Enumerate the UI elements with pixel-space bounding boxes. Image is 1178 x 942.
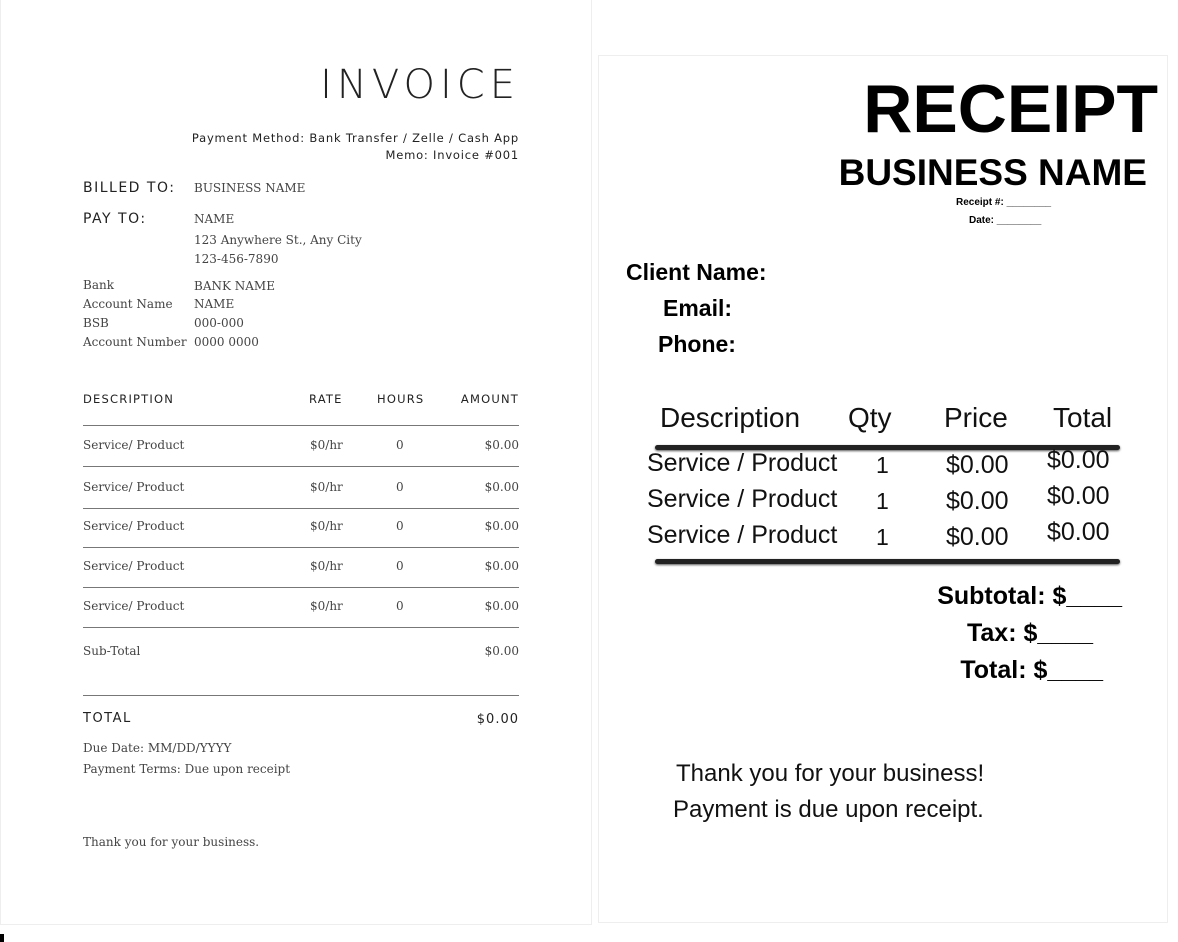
row-rate: $0/hr [310, 519, 343, 533]
row-description: Service/ Product [83, 599, 185, 613]
row-description: Service / Product [647, 449, 838, 477]
row-rate: $0/hr [310, 559, 343, 573]
row-description: Service/ Product [83, 480, 185, 494]
receipt-date: Date: ________ [969, 215, 1042, 226]
row-description: Service/ Product [83, 519, 185, 533]
corner-mark [0, 934, 4, 942]
bank-value: BANK NAME [194, 279, 275, 293]
bsb-value: 000-000 [194, 316, 244, 330]
receipt-tax: Tax: $____ [966, 619, 1093, 647]
row-total: $0.00 [1047, 518, 1110, 546]
col-total: Total [1053, 402, 1113, 433]
row-qty: 1 [876, 452, 889, 478]
receipt-payment-note: Payment is due upon receipt. [673, 796, 984, 823]
row-amount: $0.00 [484, 599, 519, 613]
row-rate: $0/hr [310, 438, 343, 452]
email-label: Email: [663, 295, 733, 321]
pay-to-phone: 123-456-7890 [194, 252, 279, 266]
due-date: Due Date: MM/DD/YYYY [83, 741, 232, 755]
billed-to-label: BILLED TO: [83, 180, 176, 196]
col-qty: Qty [848, 402, 892, 433]
row-amount: $0.00 [484, 519, 519, 533]
bsb-label: BSB [83, 316, 109, 330]
receipt-title: RECEIPT [863, 71, 1158, 147]
col-description: Description [660, 402, 801, 433]
row-qty: 1 [876, 524, 889, 550]
receipt-business-name: BUSINESS NAME [838, 152, 1147, 193]
memo: Memo: Invoice #001 [385, 148, 519, 162]
pay-to-name: NAME [194, 212, 235, 226]
divider [83, 695, 519, 696]
account-name-label: Account Name [83, 297, 173, 311]
invoice-title: INVOICE [320, 62, 520, 108]
bank-label: Bank [83, 278, 114, 292]
account-number-value: 0000 0000 [194, 335, 259, 349]
col-hours: HOURS [377, 392, 425, 406]
row-price: $0.00 [946, 487, 1009, 515]
row-description: Service / Product [647, 485, 838, 513]
col-description: DESCRIPTION [83, 392, 175, 406]
divider [83, 425, 519, 426]
receipt-number: Receipt #: ________ [956, 197, 1052, 208]
receipt-total: Total: $____ [960, 656, 1103, 684]
pay-to-address: 123 Anywhere St., Any City [194, 233, 362, 247]
col-price: Price [944, 402, 1008, 433]
row-hours: 0 [396, 480, 404, 494]
subtotal-label: Sub-Total [83, 644, 141, 658]
divider [83, 547, 519, 548]
receipt-thanks: Thank you for your business! [676, 760, 985, 787]
pay-to-label: PAY TO: [83, 211, 147, 227]
row-qty: 1 [876, 488, 889, 514]
subtotal-value: $0.00 [484, 644, 519, 658]
row-hours: 0 [396, 519, 404, 533]
row-description: Service/ Product [83, 438, 185, 452]
total-label: TOTAL [83, 711, 132, 726]
row-hours: 0 [396, 559, 404, 573]
payment-method: Payment Method: Bank Transfer / Zelle / Cash App [191, 131, 519, 145]
col-amount: AMOUNT [460, 392, 519, 406]
row-rate: $0/hr [310, 480, 343, 494]
row-price: $0.00 [946, 523, 1009, 551]
row-description: Service/ Product [83, 559, 185, 573]
row-total: $0.00 [1047, 446, 1110, 474]
account-name-value: NAME [194, 297, 235, 311]
brush-divider [655, 559, 1120, 564]
row-hours: 0 [396, 438, 404, 452]
row-price: $0.00 [946, 451, 1009, 479]
total-value: $0.00 [476, 712, 519, 727]
receipt-subtotal: Subtotal: $____ [937, 582, 1122, 610]
divider [83, 466, 519, 467]
row-hours: 0 [396, 599, 404, 613]
divider [83, 627, 519, 628]
invoice-thanks: Thank you for your business. [83, 835, 260, 849]
row-amount: $0.00 [484, 438, 519, 452]
phone-label: Phone: [658, 331, 736, 357]
row-amount: $0.00 [484, 480, 519, 494]
client-name-label: Client Name: [626, 259, 767, 285]
row-amount: $0.00 [484, 559, 519, 573]
divider [83, 508, 519, 509]
col-rate: RATE [309, 392, 343, 406]
divider [83, 587, 519, 588]
account-number-label: Account Number [83, 335, 187, 349]
row-rate: $0/hr [310, 599, 343, 613]
billed-to-value: BUSINESS NAME [194, 181, 306, 195]
row-description: Service / Product [647, 521, 838, 549]
payment-terms: Payment Terms: Due upon receipt [83, 762, 291, 776]
row-total: $0.00 [1047, 482, 1110, 510]
